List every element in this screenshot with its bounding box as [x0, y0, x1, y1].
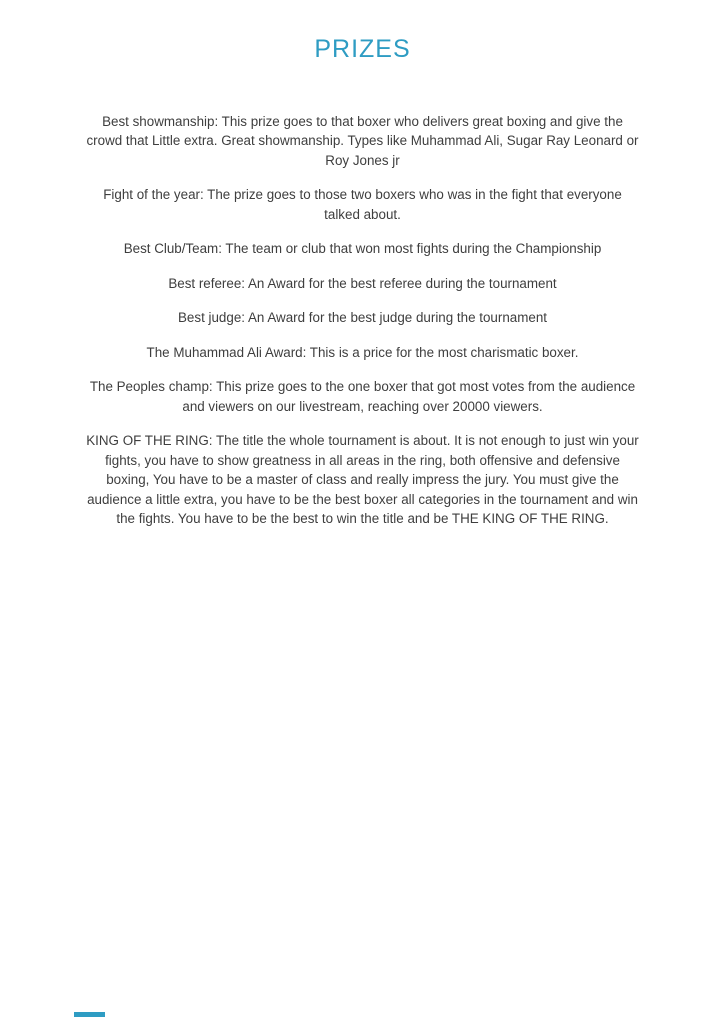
footer-accent-dash: [74, 1012, 105, 1017]
prize-list: [85, 112, 641, 529]
prize-paragraph-best-club-team: Best Club/Team: The team or club that won most fights during the Championship: [123, 241, 602, 257]
prize-paragraph-best-showmanship: Best showmanship: This prize goes to that boxer who delivers great boxing and give the crowd that Little extra. Great showmanship. Types like Muhammad Ali, Sugar Ray Leonard or Roy Jones jr: [86, 113, 639, 168]
prize-paragraph-muhammad-ali-award: The Muhammad Ali Award: This is a price for the most charismatic boxer.: [146, 344, 579, 360]
prize-paragraph-fight-of-the-year: Fight of the year: The prize goes to those two boxers who was in the fight that everyone talked about.: [103, 187, 622, 222]
prize-paragraph-king-of-the-ring: KING OF THE RING: The title the whole tournament is about. It is not enough to just win your fights, you have to show greatness in all areas in the ring, both offensive and defensive boxing, You have to be a master of class and really impress the jury. You must give the audience a little extra, you have to be the best boxer all categories in the tournament and win the fights. You have to be the best to win the title and be THE KING OF THE RING.: [86, 433, 639, 527]
prize-paragraph-best-judge: Best judge: An Award for the best judge during the tournament: [178, 310, 547, 326]
prize-paragraph-peoples-champ: The Peoples champ: This prize goes to the one boxer that got most votes from the audience and viewers on our livestream, reaching over 20000 viewers.: [89, 379, 636, 414]
page-title: PRIZES: [314, 35, 411, 63]
prize-paragraph-best-referee: Best referee: An Award for the best referee during the tournament: [168, 275, 557, 291]
